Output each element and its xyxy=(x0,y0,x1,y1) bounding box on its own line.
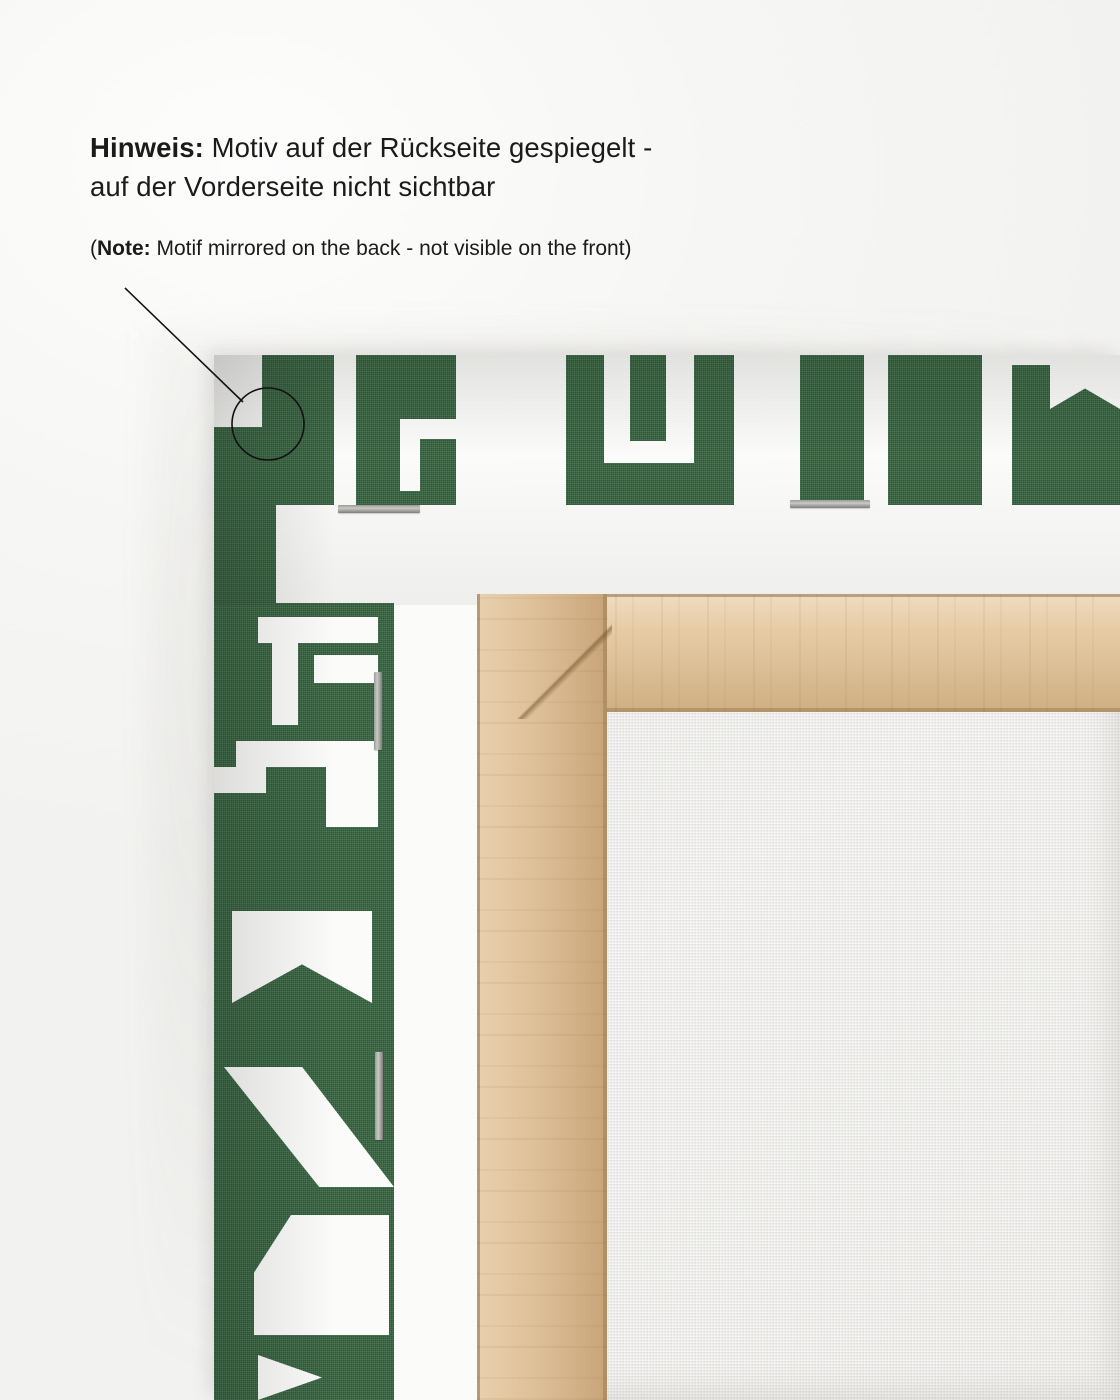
annotation-german-line1: Motiv auf der Rückseite gespiegelt - xyxy=(203,132,653,163)
staple xyxy=(338,505,420,513)
annotation-german xyxy=(90,128,910,206)
annotation-german-label: Hinweis: xyxy=(90,132,204,163)
staple xyxy=(790,500,870,508)
annotation-english-open: ( xyxy=(90,237,97,261)
annotation-german-line2: auf der Vorderseite nicht sichtbar xyxy=(90,171,496,203)
annotation-block xyxy=(90,128,910,263)
staple xyxy=(375,1052,383,1140)
staple xyxy=(374,672,382,750)
annotation-english-label: Note: xyxy=(97,237,151,261)
mitre-joint xyxy=(477,594,612,719)
annotation-english xyxy=(90,234,910,263)
annotation-english-text: Motif mirrored on the back - not visible on the front) xyxy=(150,237,632,261)
